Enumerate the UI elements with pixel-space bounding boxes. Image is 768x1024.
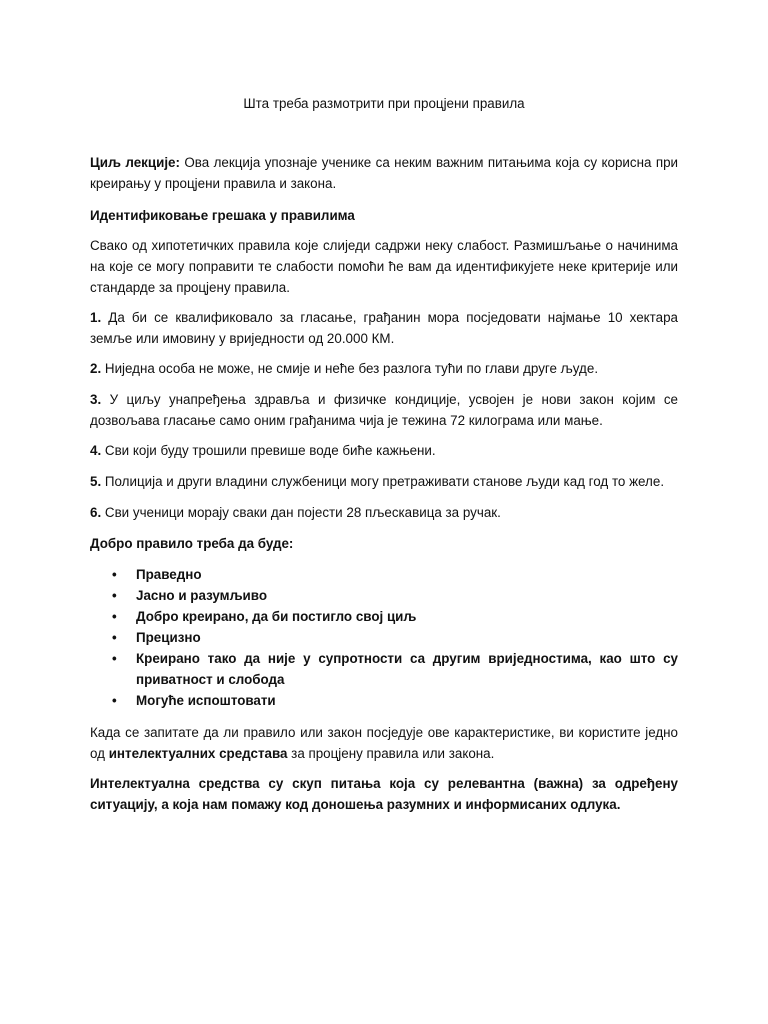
rule-item-2 [90, 358, 678, 379]
rule-number: 1. [90, 310, 102, 325]
section-heading: Идентификовање грешака у правилима [90, 208, 355, 223]
list-item [90, 564, 678, 585]
rule-item-3 [90, 389, 678, 431]
closing-text-start: Када се запитате да ли правило или закон посједује ове карактеристике, ви користите једно од [90, 725, 678, 761]
rule-item-4 [90, 440, 678, 461]
rule-text: Да би се квалификовало за гласање, грађанин мора посједовати најмање 10 хектара земље или имовину у вриједности од 20.000 КМ. [90, 310, 678, 346]
list-item-text: Прецизно [136, 630, 201, 645]
bullet-icon: • [112, 630, 117, 645]
bullet-icon: • [112, 567, 117, 582]
bullet-icon: • [112, 609, 117, 624]
rule-text: Сви ученици морају сваки дан појести 28 пљескавица за ручак. [101, 505, 501, 520]
list-item-text: Јасно и разумљиво [136, 588, 268, 603]
list-item [90, 585, 678, 606]
rule-item-5 [90, 471, 678, 492]
bullet-icon: • [112, 588, 117, 603]
list-item-text: Праведно [136, 567, 202, 582]
lesson-goal-text: Ова лекција упознаје ученике са неким важним питањима која су корисна при креирању у процјени правила и закона. [90, 155, 678, 191]
rule-text: Ниједна особа не може, не смије и неће без разлога тући по глави друге људе. [101, 361, 599, 376]
rule-number: 4. [90, 443, 102, 458]
rule-number: 5. [90, 474, 102, 489]
bullet-icon: • [112, 693, 117, 708]
rule-number: 3. [90, 392, 102, 407]
closing-paragraph [90, 722, 678, 764]
closing-text-emphasis: интелектуалних средстава [108, 746, 288, 761]
final-paragraph: Интелектуална средства су скуп питања која су релевантна (важна) за одређену ситуацију, а која нам помажу код доношења разумних и информисаних одлука. [90, 776, 678, 812]
list-item-text: Креирано тако да није у супротности са другим вриједностима, као што су приватност и слобода [136, 651, 678, 687]
rule-number: 2. [90, 361, 102, 376]
list-item-text: Добро креирано, да би постигло свој циљ [136, 609, 417, 624]
lesson-goal-paragraph [90, 152, 678, 194]
rule-text: Полиција и други владини службеници могу претраживати станове људи кад год то желе. [101, 474, 665, 489]
closing-text-end: за процјену правила или закона. [287, 746, 495, 761]
rule-text: Сви који буду трошили превише воде биће кажњени. [101, 443, 436, 458]
rule-text: У циљу унапређења здравља и физичке кондиције, усвојен је нови закон којим се дозвољава гласање само оним грађанима чија је тежина 72 килограма или мање. [90, 392, 678, 428]
rule-number: 6. [90, 505, 102, 520]
rule-item-6 [90, 502, 678, 523]
intro-paragraph: Свако од хипотетичких правила које слиједи садржи неку слабост. Размишљање о начинима на које се могу поправити те слабости помоћи ће вам да идентификујете неке критерије или стандарде за процјену правила. [90, 238, 678, 295]
list-item-text: Могуће испоштовати [136, 693, 276, 708]
good-rule-list [90, 564, 678, 711]
document-title: Шта треба размотрити при процјени правила [243, 96, 525, 111]
lesson-goal-label: Циљ лекције: [90, 155, 180, 170]
good-rule-heading: Добро правило треба да буде: [90, 536, 294, 551]
list-item [90, 606, 678, 627]
bullet-icon: • [112, 651, 117, 666]
list-item [90, 690, 678, 711]
rule-item-1 [90, 307, 678, 349]
list-item [90, 648, 678, 690]
list-item [90, 627, 678, 648]
